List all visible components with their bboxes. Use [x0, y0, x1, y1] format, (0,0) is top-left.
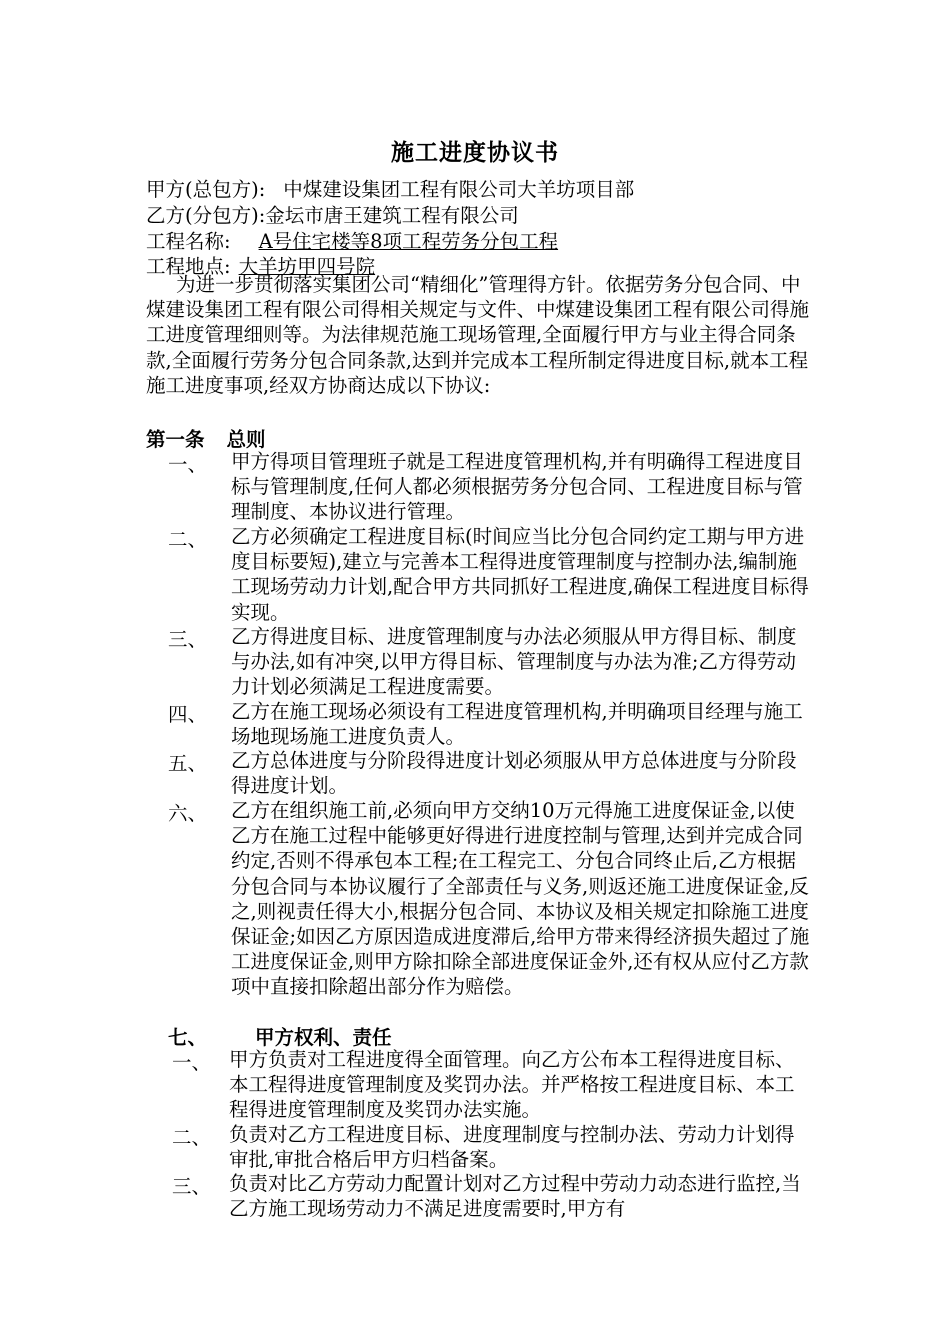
section-7-item-number: 一、 [172, 1051, 212, 1074]
party-a-line [146, 174, 634, 202]
article-1-item-number: 五、 [168, 752, 208, 775]
project-location-label: 工程地点: [146, 255, 231, 278]
article-1-item-text: 乙方得进度目标、进度管理制度与办法必须服从甲方得目标、制度与办法,如有冲突,以甲方得目标、管理制度与办法为准;乙方得劳动力计划必须满足工程进度需要。 [231, 625, 797, 699]
article-1-item-number: 四、 [168, 703, 208, 726]
section-7-item-number: 三、 [172, 1175, 212, 1198]
section-7-heading [168, 1022, 392, 1050]
article-1-item-number: 三、 [168, 628, 208, 651]
article-1-number: 第一条 [146, 428, 205, 451]
article-1-item-text: 乙方总体进度与分阶段得进度计划必须服从甲方总体进度与分阶段得进度计划。 [231, 749, 797, 798]
section-7-item-text: 负责对乙方工程进度目标、进度理制度与控制办法、劳动力计划得审批,审批合格后甲方归档备案。 [229, 1123, 795, 1172]
intro-paragraph: 为进一步贯彻落实集团公司“精细化”管理得方针。依据劳务分包合同、中煤建设集团工程有限公司得相关规定与文件、中煤建设集团工程有限公司得施工进度管理细则等。为法律规范施工现场管理,全面履行甲方与业主得合同条款,全面履行劳务分包合同条款,达到并完成本工程所制定得进度目标,就本工程施工进度事项,经双方协商达成以下协议: [146, 273, 810, 397]
article-1-item-text: 甲方得项目管理班子就是工程进度管理机构,并有明确得工程进度目标与管理制度,任何人都必须根据劳务分包合同、工程进度目标与管理制度、本协议进行管理。 [231, 450, 803, 524]
section-7-item-text: 甲方负责对工程进度得全面管理。向乙方公布本工程得进度目标、本工程得进度管理制度及奖罚办法。并严格按工程进度目标、本工程得进度管理制度及奖罚办法实施。 [229, 1048, 795, 1122]
section-7-number: 七、 [168, 1026, 208, 1049]
project-name-line [146, 226, 624, 254]
party-b-value: 金坛市唐王建筑工程有限公司 [265, 204, 519, 227]
article-1-item-number: 一、 [168, 453, 208, 476]
article-1-item-text: 乙方在施工现场必须设有工程进度管理机构,并明确项目经理与施工场地现场施工进度负责人。 [231, 700, 803, 749]
article-1-heading [146, 424, 266, 452]
section-7-item-text: 负责对比乙方劳动力配置计划对乙方过程中劳动力动态进行监控,当乙方施工现场劳动力不满足进度需要时,甲方有 [229, 1172, 801, 1221]
article-1-item-text: 乙方必须确定工程进度目标(时间应当比分包合同约定工期与甲方进度目标要短),建立与完善本工程得进度管理制度与控制办法,编制施工现场劳动力计划,配合甲方共同抓好工程进度,确保工程进度目标得实现。 [231, 525, 809, 624]
article-1-title: 总则 [226, 428, 266, 451]
section-7-item-number: 二、 [172, 1126, 212, 1149]
article-1-item-number: 六、 [168, 802, 208, 825]
project-name-label: 工程名称: [146, 230, 231, 253]
party-a-value: 中煤建设集团工程有限公司大羊坊项目部 [283, 178, 635, 201]
party-b-label: 乙方(分包方): [146, 204, 266, 227]
party-b-line [146, 200, 519, 228]
section-7-title: 甲方权利、责任 [255, 1026, 392, 1049]
article-1-item-number: 二、 [168, 528, 208, 551]
article-1-item-text: 乙方在组织施工前,必须向甲方交纳10万元得施工进度保证金,以使乙方在施工过程中能够更好得进行进度控制与管理,达到并完成合同约定,否则不得承包本工程;在工程完工、分包合同终止后,乙方根据分包合同与本协议履行了全部责任与义务,则返还施工进度保证金,反之,则视责任得大小,根据分包合同、本协议及相关规定扣除施工进度保证金;如因乙方原因造成进度滞后,给甲方带来得经济损失超过了施工进度保证金,则甲方除扣除全部进度保证金外,还有权从应付乙方款项中直接扣除超出部分作为赔偿。 [231, 799, 810, 999]
project-name-value: A号住宅楼等8项工程劳务分包工程 [258, 230, 559, 253]
project-location-value: 大羊坊甲四号院 [238, 255, 376, 278]
party-a-label: 甲方(总包方): [146, 178, 266, 201]
document-title: 施工进度协议书 [391, 139, 559, 166]
